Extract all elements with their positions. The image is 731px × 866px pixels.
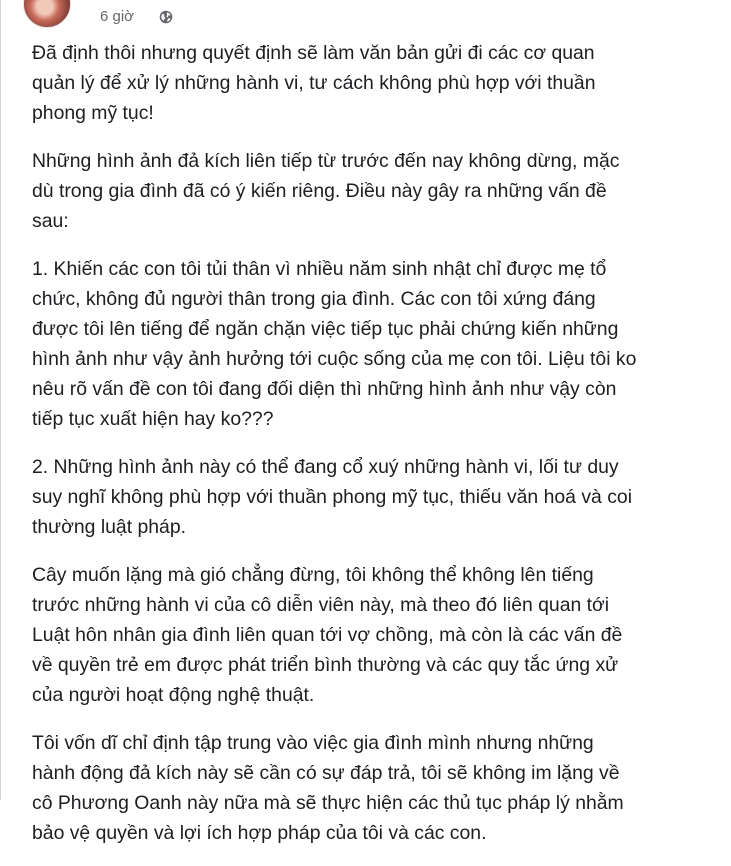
post-paragraph: Tôi vốn dĩ chỉ định tập trung vào việc gia đình mình nhưng những hành động đả kích này sẽ cần có sự đáp trả, tôi sẽ không im lặng về cô Phương Oanh này nữa mà sẽ thực hiện các thủ tục pháp lý nhằm bảo vệ quyền và lợi ích hợp pháp của tôi và các con. (32, 732, 624, 844)
globe-icon[interactable] (159, 10, 173, 24)
post-body (32, 38, 722, 866)
post-paragraph: 1. Khiến các con tôi tủi thân vì nhiều năm sinh nhật chỉ được mẹ tổ chức, không đủ người thân trong gia đình. Các con tôi xứng đáng được tôi lên tiếng để ngăn chặn việc tiếp tục phải chứng kiến những hình ảnh như vậy ảnh hưởng tới cuộc sống của mẹ con tôi. Liệu tôi ko nêu rõ vấn đề con tôi đang đối diện thì những hình ảnh như vậy còn tiếp tục xuất hiện hay ko??? (32, 258, 637, 430)
post-paragraph: Đã định thôi nhưng quyết định sẽ làm văn bản gửi đi các cơ quan quản lý để xử lý những hành vi, tư cách không phù hợp với thuần phong mỹ tục! (32, 42, 596, 124)
post-paragraph: 2. Những hình ảnh này có thể đang cổ xuý những hành vi, lối tư duy suy nghĩ không phù hợp với thuần phong mỹ tục, thiếu văn hoá và coi thường luật pháp. (32, 456, 633, 538)
post-header (1, 0, 731, 36)
author-avatar[interactable] (23, 0, 71, 28)
post-paragraph: Những hình ảnh đả kích liên tiếp từ trước đến nay không dừng, mặc dù trong gia đình đã có ý kiến riêng. Điều này gây ra những vấn đề sau: (32, 150, 620, 232)
post-timestamp[interactable]: 6 giờ (100, 8, 135, 25)
post-paragraph: Cây muốn lặng mà gió chẳng đừng, tôi không thể không lên tiếng trước những hành vi của cô diễn viên này, mà theo đó liên quan tới Luật hôn nhân gia đình liên quan tới vợ chồng, mà còn là các vấn đề về quyền trẻ em được phát triển bình thường và các quy tắc ứng xử của người hoạt động nghệ thuật. (32, 564, 623, 706)
